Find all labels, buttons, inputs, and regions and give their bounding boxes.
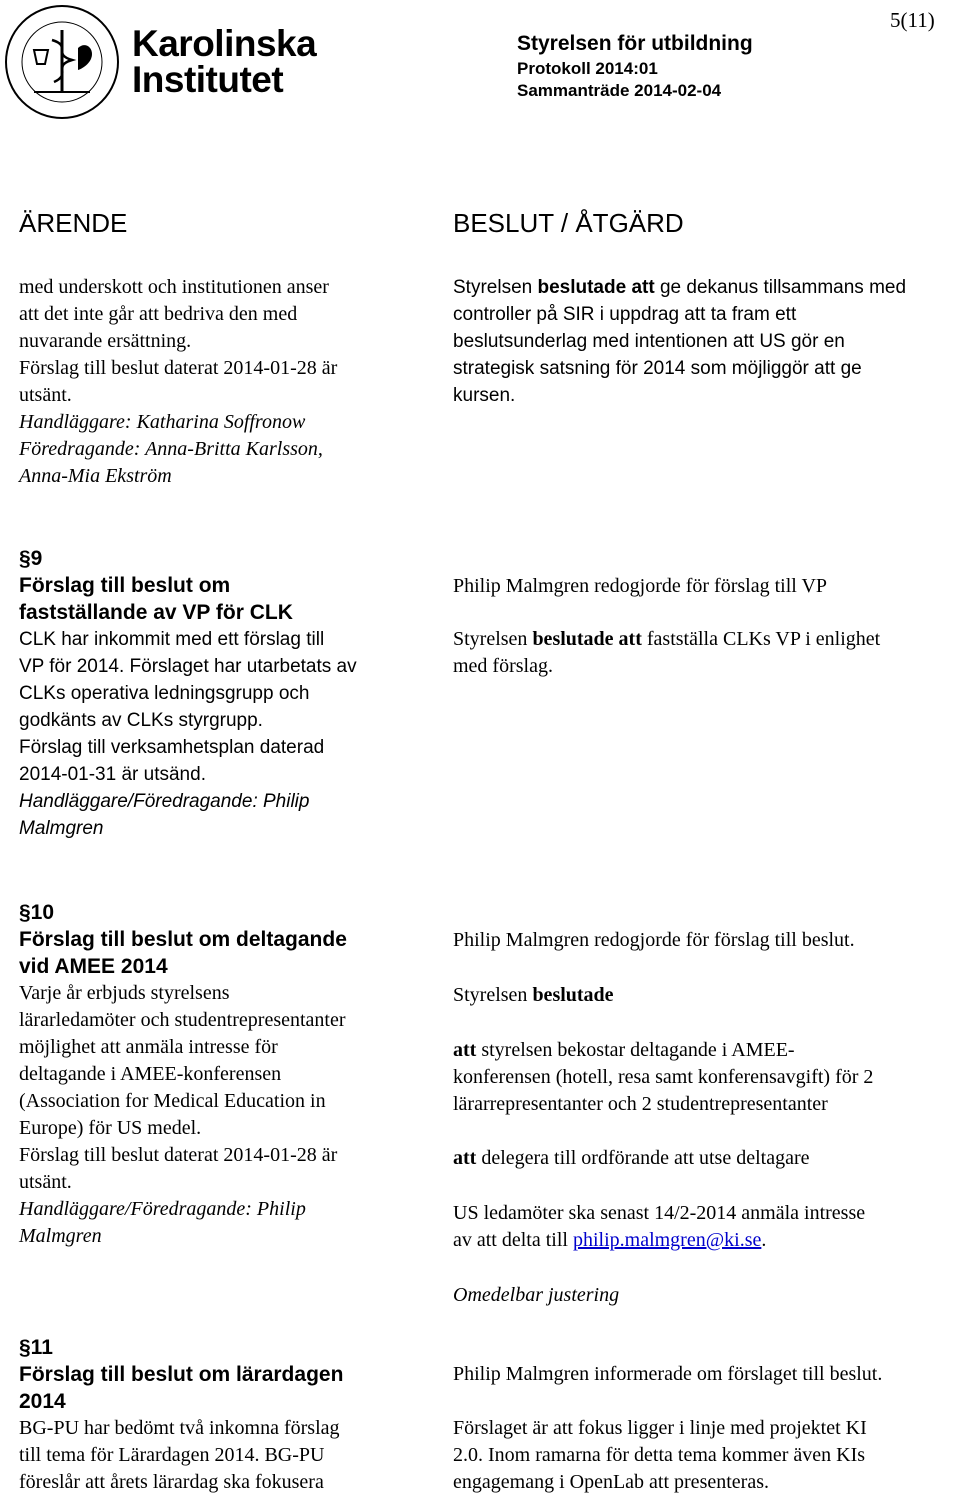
handler-line: Handläggare/Föredragande: Philip: [19, 791, 310, 812]
text-line: godkänts av CLKs styrgrupp.: [19, 710, 263, 731]
text-line: nuvarande ersättning.: [19, 330, 192, 352]
text-line: Europe) för US medel.: [19, 1117, 202, 1139]
handler-line: Handläggare: Katharina Soffronow: [19, 411, 306, 433]
text-line: BG-PU har bedömt två inkomna förslag: [19, 1417, 340, 1439]
text-line: engagemang i OpenLab att presenteras.: [453, 1471, 769, 1493]
justering-note: Omedelbar justering: [453, 1284, 620, 1306]
section-10-issue: [19, 899, 419, 1250]
text-line: kursen.: [453, 385, 516, 406]
text-line: utsänt.: [19, 1171, 72, 1193]
text-line: lärarrepresentanter och 2 studentrepresentanter: [453, 1093, 828, 1115]
report-line: Philip Malmgren redogjorde för förslag till VP: [453, 575, 828, 597]
presenter-line: Föredragande: Anna-Britta Karlsson,: [19, 438, 323, 460]
handler-line: Malmgren: [19, 818, 104, 839]
text-line: VP för 2014. Förslaget har utarbetats av: [19, 656, 357, 677]
text-line: lärarledamöter och studentrepresentanter: [19, 1009, 346, 1031]
decision-lead: Styrelsen: [453, 628, 533, 650]
column-heading-beslut: BESLUT / ÅTGÄRD: [453, 208, 684, 238]
decision-line: [453, 626, 958, 653]
section-9-decision: [453, 573, 958, 680]
att-clause-text: styrelsen bekostar deltagande i AMEE-: [476, 1039, 795, 1061]
email-link[interactable]: philip.malmgren@ki.se: [572, 1229, 762, 1251]
text-line: 2.0. Inom ramarna för detta tema kommer även KIs: [453, 1444, 866, 1466]
text-line: Förslag till beslut daterat 2014-01-28 är: [19, 357, 338, 379]
text-line: 2014-01-31 är utsänd.: [19, 764, 206, 785]
text-line: Varje år erbjuds styrelsens: [19, 982, 230, 1004]
section-title: fastställande av VP för CLK: [19, 601, 293, 624]
text-line: konferensen (hotell, resa samt konferensavgift) för 2: [453, 1066, 874, 1088]
handler-line: Malmgren: [19, 1225, 102, 1247]
text-line: (Association for Medical Education in: [19, 1090, 326, 1112]
att-clause-text: delegera till ordförande att utse deltagare: [476, 1147, 810, 1169]
section-title: Förslag till beslut om lärardagen: [19, 1363, 344, 1386]
note-line: [453, 1227, 958, 1254]
presenter-line: Anna-Mia Ekström: [19, 465, 172, 487]
decision-line: [453, 982, 958, 1009]
text-line: Förslaget är att fokus ligger i linje med projektet KI: [453, 1417, 867, 1439]
decision-line: [453, 274, 958, 301]
text-line: möjlighet att anmäla intresse för: [19, 1036, 278, 1058]
board-name: Styrelsen för utbildning: [517, 32, 753, 55]
continued-decision-text: [453, 274, 958, 409]
note-end: .: [761, 1229, 767, 1251]
protocol-number: Protokoll 2014:01: [517, 59, 658, 78]
att-keyword: att: [453, 1039, 477, 1061]
report-line: Philip Malmgren informerade om förslaget till beslut.: [453, 1363, 883, 1385]
text-line: CLK har inkommit med ett förslag till: [19, 629, 325, 650]
note-line: US ledamöter ska senast 14/2-2014 anmäla intresse: [453, 1202, 866, 1224]
text-line: till tema för Lärardagen 2014. BG-PU: [19, 1444, 325, 1466]
logo-name-line1: Karolinska: [132, 23, 317, 64]
logo-name-line2: Institutet: [132, 59, 284, 100]
text-line: controller på SIR i uppdrag att ta fram ett: [453, 304, 797, 325]
report-line: Philip Malmgren redogjorde för förslag till beslut.: [453, 929, 855, 951]
text-line: Förslag till verksamhetsplan daterad: [19, 737, 325, 758]
decision-keyword: beslutade att: [537, 277, 655, 298]
section-11-decision: [453, 1361, 958, 1496]
karolinska-logo: [0, 0, 317, 125]
decision-lead: Styrelsen: [453, 277, 538, 298]
text-line: att det inte går att bedriva den med: [19, 303, 298, 325]
section-number: §9: [19, 547, 43, 570]
decision-lead: Styrelsen: [453, 984, 533, 1006]
decision-keyword: beslutade att: [532, 628, 642, 650]
decision-rest: ge dekanus tillsammans med: [654, 277, 907, 298]
text-line: strategisk satsning för 2014 som möjliggör att ge: [453, 358, 862, 379]
text-line: deltagande i AMEE-konferensen: [19, 1063, 282, 1085]
section-9-issue: [19, 545, 419, 842]
decision-rest: fastställa CLKs VP i enlighet: [641, 628, 881, 650]
section-number: §11: [19, 1336, 53, 1359]
continued-issue-text: [19, 274, 419, 490]
section-title: 2014: [19, 1390, 66, 1413]
section-number: §10: [19, 901, 55, 924]
handler-line: Handläggare/Föredragande: Philip: [19, 1198, 306, 1220]
section-title: Förslag till beslut om: [19, 574, 231, 597]
text-line: beslutsunderlag med intentionen att US gör en: [453, 331, 845, 352]
section-title: Förslag till beslut om deltagande: [19, 928, 347, 951]
section-title: vid AMEE 2014: [19, 955, 168, 978]
note-lead: av att delta till: [453, 1229, 573, 1251]
decision-keyword: beslutade: [532, 984, 614, 1006]
att-clause-2: [453, 1145, 958, 1172]
column-heading-arende: ÄRENDE: [19, 208, 128, 238]
page-number: 5(11): [890, 8, 935, 32]
att-clause-1: [453, 1037, 958, 1064]
section-11-issue: [19, 1334, 419, 1496]
meeting-date: Sammanträde 2014-02-04: [517, 81, 722, 100]
text-line: föreslår att årets lärardag ska fokusera: [19, 1471, 324, 1493]
text-line: med förslag.: [453, 655, 553, 677]
text-line: med underskott och institutionen anser: [19, 276, 329, 298]
section-10-decision: [453, 927, 958, 1309]
text-line: Förslag till beslut daterat 2014-01-28 är: [19, 1144, 338, 1166]
text-line: utsänt.: [19, 384, 72, 406]
text-line: CLKs operativa ledningsgrupp och: [19, 683, 310, 704]
att-keyword: att: [453, 1147, 477, 1169]
